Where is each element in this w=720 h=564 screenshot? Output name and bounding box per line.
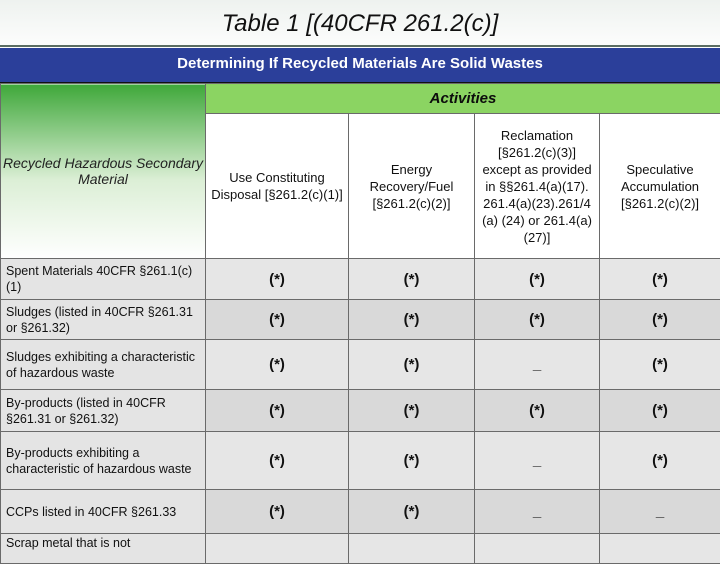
table-cell: _ xyxy=(475,432,600,490)
table-cell: (*) xyxy=(206,340,349,390)
table-cell: (*) xyxy=(349,259,475,300)
row-label: Sludges exhibiting a characteristic of hazardous waste xyxy=(1,340,206,390)
table-cell xyxy=(475,534,600,564)
table-cell: (*) xyxy=(600,300,720,340)
table-cell xyxy=(600,534,720,564)
table-row xyxy=(1,490,720,534)
table-cell: (*) xyxy=(206,432,349,490)
table-row xyxy=(1,300,720,340)
table-cell: (*) xyxy=(206,390,349,432)
table-cell: (*) xyxy=(349,432,475,490)
table-cell: (*) xyxy=(206,490,349,534)
row-label: Sludges (listed in 40CFR §261.31 or §261.32) xyxy=(1,300,206,340)
table-cell: (*) xyxy=(600,340,720,390)
table-cell: (*) xyxy=(600,432,720,490)
table-row xyxy=(1,259,720,300)
row-label: By-products exhibiting a characteristic of hazardous waste xyxy=(1,432,206,490)
table-cell: (*) xyxy=(475,300,600,340)
table-cell: (*) xyxy=(600,390,720,432)
row-header-cell xyxy=(1,84,206,259)
table-subtitle: Determining If Recycled Materials Are Solid Wastes xyxy=(0,48,720,83)
page-title: Table 1 [(40CFR 261.2(c)] xyxy=(0,0,720,48)
table-cell: _ xyxy=(475,340,600,390)
activities-header: Activities xyxy=(206,84,720,114)
row-header-label: Recycled Hazardous Secondary Material xyxy=(3,155,203,187)
table-cell: (*) xyxy=(206,259,349,300)
table-row xyxy=(1,340,720,390)
column-header-speculative: Speculative Accumulation [§261.2(c)(2)] xyxy=(600,114,720,259)
table-row xyxy=(1,390,720,432)
column-header-energy-recovery: Energy Recovery/Fuel [§261.2(c)(2)] xyxy=(349,114,475,259)
table-row xyxy=(1,432,720,490)
row-label: CCPs listed in 40CFR §261.33 xyxy=(1,490,206,534)
table-cell xyxy=(206,534,349,564)
table-cell: (*) xyxy=(600,259,720,300)
row-label: By-products (listed in 40CFR §261.31 or §261.32) xyxy=(1,390,206,432)
title-divider xyxy=(0,45,720,47)
table-row xyxy=(1,534,720,564)
table-cell: (*) xyxy=(349,490,475,534)
table-cell: (*) xyxy=(206,300,349,340)
table-cell: _ xyxy=(475,490,600,534)
table-cell: (*) xyxy=(349,300,475,340)
solid-waste-table xyxy=(0,83,720,564)
table-cell: (*) xyxy=(475,259,600,300)
row-label: Scrap metal that is not xyxy=(1,534,206,564)
table-cell xyxy=(349,534,475,564)
table-cell: _ xyxy=(600,490,720,534)
table-cell: (*) xyxy=(349,340,475,390)
column-header-disposal: Use Constituting Disposal [§261.2(c)(1)] xyxy=(206,114,349,259)
column-header-reclamation: Reclamation [§261.2(c)(3)] except as provided in §§261.4(a)(17). 261.4(a)(23).261/4 (a) (24) or 261.4(a)(27)] xyxy=(475,114,600,259)
table-cell: (*) xyxy=(349,390,475,432)
row-label: Spent Materials 40CFR §261.1(c)(1) xyxy=(1,259,206,300)
table-cell: (*) xyxy=(475,390,600,432)
